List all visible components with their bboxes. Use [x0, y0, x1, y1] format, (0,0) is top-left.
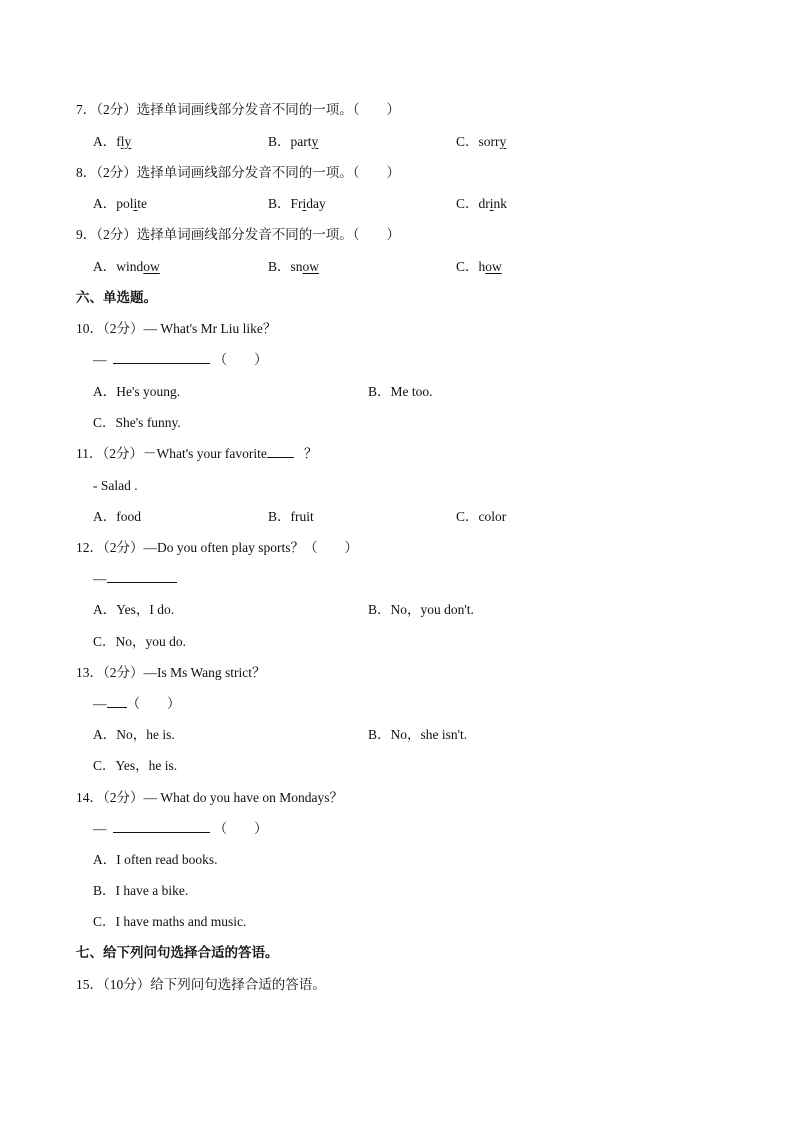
word-part: pol [116, 196, 134, 211]
question-14-option-b[interactable]: B．I have a bike. [93, 883, 189, 898]
section-heading-6: 六、单选题。 [76, 290, 157, 305]
question-13-stem: 13．（2分）—Is Ms Wang strict？ [76, 665, 266, 680]
answer-paren: （ ） [126, 696, 181, 711]
option-label: A． [93, 259, 117, 274]
answer-blank[interactable] [113, 820, 210, 833]
word-part: wind [116, 259, 144, 274]
question-12-option-b[interactable]: B．No，you don't. [368, 602, 474, 617]
underlined-part: ow [485, 259, 502, 274]
option-label: C． [456, 134, 479, 149]
option-label: B． [268, 134, 291, 149]
question-13-answer-line[interactable] [93, 695, 181, 713]
question-12-option-a[interactable]: A．Yes，I do. [93, 602, 175, 617]
dash: — [93, 352, 107, 367]
question-9-option-a[interactable] [93, 258, 160, 276]
question-8-option-a[interactable] [93, 195, 147, 213]
option-label: B． [268, 196, 291, 211]
question-7-option-b[interactable] [268, 133, 318, 151]
question-7-option-a[interactable] [93, 133, 131, 151]
question-mark: ？ [304, 446, 318, 461]
question-11-option-c[interactable]: C．color [456, 509, 507, 524]
question-8-option-c[interactable] [456, 195, 507, 213]
answer-blank[interactable] [107, 570, 177, 583]
answer-paren: （ ） [213, 821, 268, 836]
dash: — [93, 571, 107, 586]
word-part: nk [493, 196, 508, 211]
underlined-part: y [311, 134, 319, 149]
underlined-part: ow [143, 259, 160, 274]
question-10-option-a[interactable]: A．He's young. [93, 384, 181, 399]
question-8-option-b[interactable] [268, 195, 326, 213]
question-9-option-b[interactable] [268, 258, 319, 276]
question-15-stem: 15．（10分）给下列问句选择合适的答语。 [76, 977, 326, 992]
answer-blank[interactable] [267, 445, 294, 458]
word-part: dr [478, 196, 490, 211]
underlined-part: y [499, 134, 507, 149]
question-14-stem: 14．（2分）— What do you have on Mondays？ [76, 790, 343, 805]
option-label: C． [456, 196, 479, 211]
answer-blank[interactable] [107, 695, 127, 708]
word-part: f [116, 134, 121, 149]
answer-blank[interactable] [113, 351, 210, 364]
question-7-stem: 7．（2分）选择单词画线部分发音不同的一项。（ ） [76, 102, 400, 117]
question-14-option-c[interactable]: C．I have maths and music. [93, 914, 247, 929]
underlined-part: i [133, 196, 138, 211]
question-10-option-c[interactable]: C．She's funny. [93, 415, 181, 430]
question-9-option-c[interactable] [456, 258, 502, 276]
dash: — [93, 696, 107, 711]
question-12-answer-line[interactable] [93, 570, 177, 588]
question-12-stem: 12．（2分）—Do you often play sports？（ ） [76, 540, 358, 555]
word-part: h [478, 259, 486, 274]
question-13-option-a[interactable]: A．No，he is. [93, 727, 175, 742]
dash: — [93, 821, 107, 836]
word-part: day [306, 196, 326, 211]
underlined-part: ow [302, 259, 320, 274]
question-11-stem [76, 445, 318, 463]
option-label: B． [268, 259, 291, 274]
word-part: Fr [290, 196, 303, 211]
question-10-answer-line[interactable] [93, 351, 268, 369]
underlined-part: ly [120, 134, 132, 149]
question-9-stem: 9．（2分）选择单词画线部分发音不同的一项。（ ） [76, 227, 400, 242]
option-label: A． [93, 196, 117, 211]
underlined-part: i [302, 196, 307, 211]
question-11-reply: - Salad . [93, 478, 138, 493]
stem-text: 11．（2分）－What's your favorite [76, 446, 267, 461]
word-part: sorr [478, 134, 500, 149]
option-label: C． [456, 259, 479, 274]
question-10-option-b[interactable]: B．Me too. [368, 384, 433, 399]
question-14-option-a[interactable]: A．I often read books. [93, 852, 218, 867]
underlined-part: i [489, 196, 494, 211]
question-7-option-c[interactable] [456, 133, 506, 151]
option-label: A． [93, 134, 117, 149]
question-12-option-c[interactable]: C．No，you do. [93, 634, 187, 649]
question-11-option-b[interactable]: B．fruit [268, 509, 314, 524]
section-heading-7: 七、给下列问句选择合适的答语。 [76, 945, 279, 960]
question-13-option-c[interactable]: C．Yes，he is. [93, 758, 178, 773]
question-13-option-b[interactable]: B．No，she isn't. [368, 727, 468, 742]
word-part: part [290, 134, 312, 149]
answer-paren: （ ） [213, 352, 268, 367]
question-11-option-a[interactable]: A．food [93, 509, 141, 524]
question-8-stem: 8．（2分）选择单词画线部分发音不同的一项。（ ） [76, 165, 400, 180]
word-part: te [137, 196, 148, 211]
word-part: sn [290, 259, 303, 274]
question-14-answer-line[interactable] [93, 820, 268, 838]
question-10-stem: 10．（2分）— What's Mr Liu like？ [76, 321, 277, 336]
